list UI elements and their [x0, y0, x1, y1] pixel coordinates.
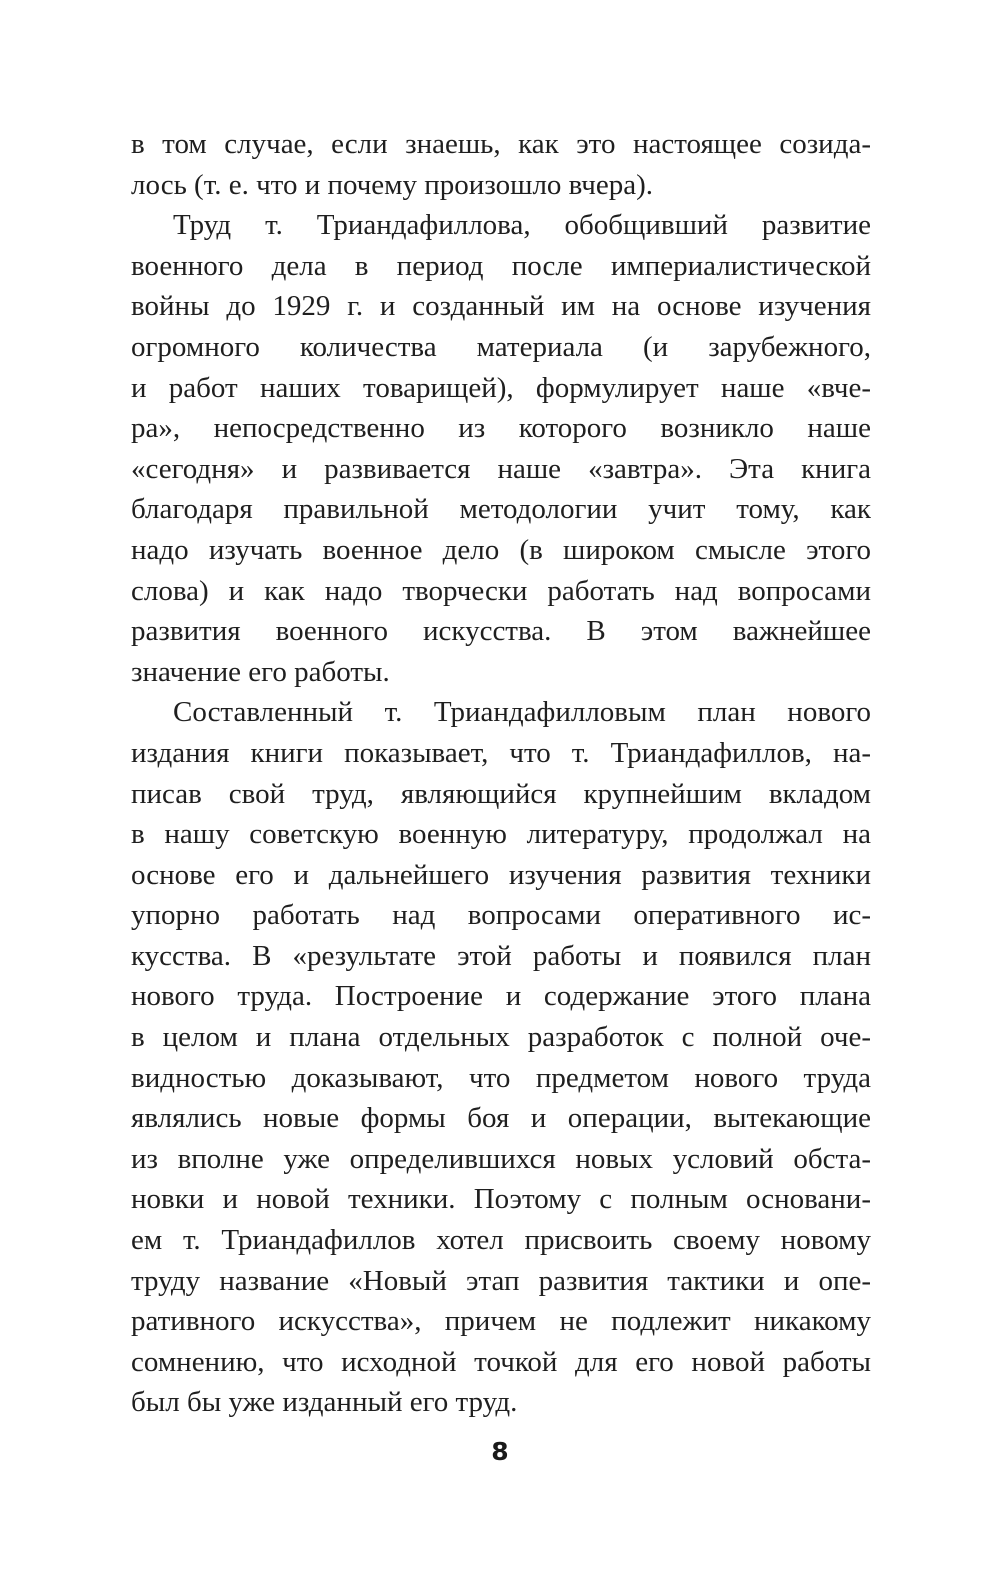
text-line: упорно работать над вопросами оперативного ис- [131, 899, 871, 932]
text-line: Труд т. Триандафиллова, обобщивший развитие [173, 209, 871, 242]
body-text [131, 124, 871, 1423]
text-line: значение его работы. [131, 655, 390, 688]
text-line: ративного искусства», причем не подлежит никакому [131, 1305, 871, 1338]
text-line: Составленный т. Триандафилловым план нового [173, 696, 871, 729]
text-line: в том случае, если знаешь, как это настоящее созида- [131, 128, 871, 160]
text-line: сомнению, что исходной точкой для его новой работы [131, 1345, 871, 1378]
text-line: развития военного искусства. В этом важнейшее [131, 615, 871, 648]
text-line: из вполне уже определившихся новых условий обста- [131, 1142, 871, 1175]
text-line: труду название «Новый этап развития тактики и опе- [131, 1264, 871, 1297]
text-line: лось (т. е. что и почему произошло вчера). [131, 168, 653, 201]
text-line: являлись новые формы боя и операции, вытекающие [131, 1102, 871, 1135]
text-line: слова) и как надо творчески работать над вопросами [131, 574, 871, 607]
text-line: и работ наших товарищей), формулирует наше «вче- [131, 371, 871, 404]
text-line: был бы уже изданный его труд. [131, 1386, 518, 1419]
text-line: писав свой труд, являющийся крупнейшим вкладом [131, 777, 871, 810]
text-line: «сегодня» и развивается наше «завтра». Эта книга [131, 452, 871, 485]
text-line: основе его и дальнейшего изучения развития техники [131, 858, 871, 891]
text-line: ра», непосредственно из которого возникло наше [131, 412, 871, 445]
text-line: благодаря правильной методологии учит тому, как [131, 493, 871, 526]
page-number: 8 [491, 1437, 509, 1466]
text-line: войны до 1929 г. и созданный им на основе изучения [131, 290, 871, 323]
text-line: в нашу советскую военную литературу, продолжал на [131, 818, 871, 851]
text-line: ем т. Триандафиллов хотел присвоить своему новому [131, 1224, 871, 1257]
text-line: военного дела в период после империалистической [131, 249, 871, 282]
text-line: издания книги показывает, что т. Триандафиллов, на- [131, 736, 871, 769]
text-line: нового труда. Построение и содержание этого плана [131, 980, 871, 1013]
text-line: надо изучать военное дело (в широком смысле этого [131, 533, 871, 566]
text-line: новки и новой техники. Поэтому с полным основани- [131, 1183, 871, 1216]
text-line: кусства. В «результате этой работы и появился план [131, 939, 871, 972]
text-line: огромного количества материала (и зарубежного, [131, 330, 871, 363]
text-line: видностью доказывают, что предметом нового труда [131, 1061, 871, 1094]
text-line: в целом и плана отдельных разработок с полной оче- [131, 1021, 871, 1054]
